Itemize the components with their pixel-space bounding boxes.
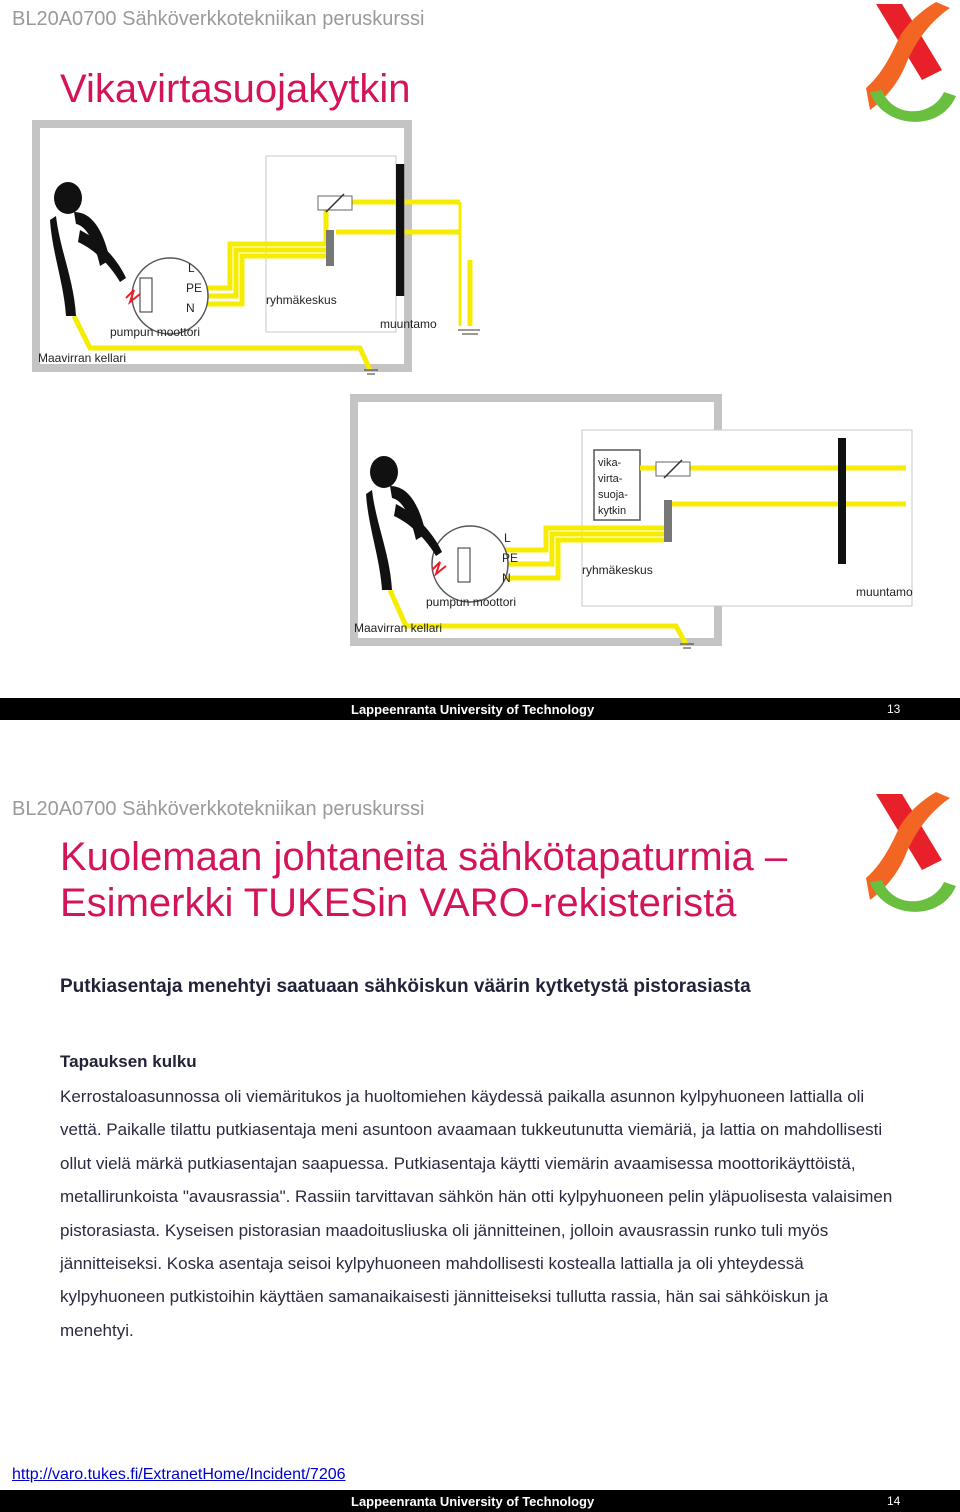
rcd-line-1: vika- [598,457,622,469]
wire-label-l-2: L [504,531,511,545]
location-label-2: Maavirran kellari [354,621,443,635]
section-heading: Tapauksen kulku [60,1052,197,1071]
footer-page-number: 13 [887,702,901,716]
diagram-with-rcd [346,394,926,664]
panel-label-2: ryhmäkeskus [582,563,653,577]
rcd-line-4: kytkin [598,505,627,517]
transformer-label-2: muuntamo [856,585,913,599]
wire-label-n: N [186,301,195,315]
motor-label-2: pumpun moottori [426,595,517,609]
wire-label-pe-2: PE [502,551,519,565]
slide-14 [0,790,960,1512]
course-title-2: BL20A0700 Sähköverkkotekniikan peruskurssi [12,798,425,820]
footer-page-number-2: 14 [887,1494,901,1508]
university-logo [862,0,958,140]
course-title: BL20A0700 Sähköverkkotekniikan peruskurssi [12,8,425,30]
panel-label: ryhmäkeskus [266,293,337,307]
footer-university-2: Lappeenranta University of Technology [351,1494,595,1509]
slide-13 [0,0,960,720]
transformer-label: muuntamo [380,317,437,331]
slide-title-line-2: Esimerkki TUKESin VARO-rekisteristä [60,881,737,925]
incident-description: Kerrostaloasunnossa oli viemäritukos ja huoltomiehen käydessä paikalla asunnon kylpyhuoneen lattialla oli vettä. Paikalle tilattu putkiasentaja meni asuntoon avaamaan tukkeutunutta viemäriä, ja lattia on mahdollisesti ollut vielä märkä putkiasentajan saapuessa. Putkiasentaja käytti viemärin avaamisessa moottorikäyttöistä, metallirunkoista "avausrassia". Rassiin tarvittavan sähkön hän otti kylpyhuoneen pelin yläpuolisesta valaisimen pistorasiasta. Kyseisen pistorasian maadoitusliuska oli jännitteinen, jolloin avausrassin runko tuli myös jännitteiseksi. Koska asentaja seisoi kylpyhuoneen mahdollisesti kostealla lattialla ja oli yhteydessä kylpyhuoneen putkistoihin käyttäen samanaikaisesti jännitteiseksi tullutta rassia, hän sai sähköiskun ja menehtyi. [60,1087,893,1340]
footer-bar [0,698,960,720]
varo-register-link[interactable]: http://varo.tukes.fi/ExtranetHome/Incident/7206 [12,1466,346,1483]
rcd-line-2: virta- [598,473,623,485]
footer-bar-2 [0,1490,960,1512]
motor-label: pumpun moottori [110,325,201,339]
wire-label-pe: PE [186,281,203,295]
incident-subtitle: Putkiasentaja menehtyi saatuaan sähköiskun väärin kytketystä pistorasiasta [60,976,751,997]
slide-title-line-1: Kuolemaan johtaneita sähkötapaturmia – [60,835,788,879]
university-logo-2 [862,790,958,930]
footer-university: Lappeenranta University of Technology [351,702,595,717]
location-label: Maavirran kellari [38,351,127,365]
wire-label-n-2: N [502,571,511,585]
slide-title: Vikavirtasuojakytkin [60,67,411,111]
wire-label-l: L [188,261,195,275]
rcd-line-3: suoja- [598,489,628,501]
diagram-without-rcd [30,120,480,380]
